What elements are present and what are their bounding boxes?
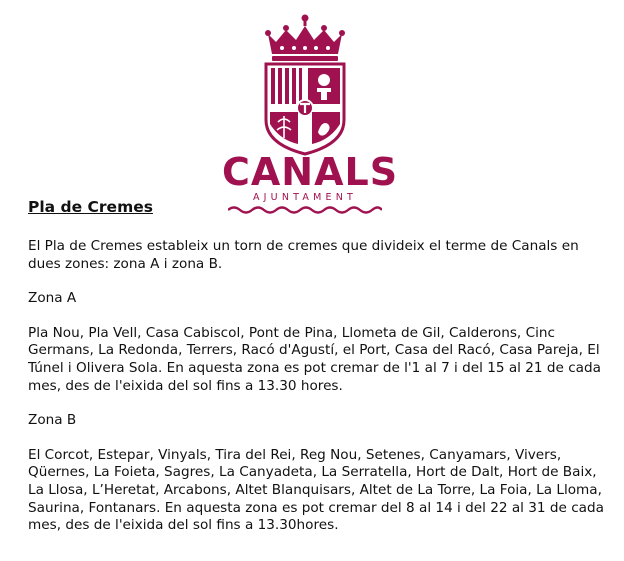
- logo-name: CANALS: [222, 150, 399, 194]
- zone-a-text: Pla Nou, Pla Vell, Casa Cabiscol, Pont de Pina, Llometa de Gil, Calderons, Cinc Germans, La Redonda, Terrers, Racó d'Agustí, el Port, Casa del Racó, Casa Pareja, El Túnel i Olivera Sola. En aquesta zona es pot cremar de l'1 al 7 i del 15 al 21 de cada mes, des de l'eixida del sol fins a 13.30 hores.: [28, 324, 601, 394]
- coat-of-arms-icon: [262, 12, 348, 160]
- zone-b-text: El Corcot, Estepar, Vinyals, Tira del Rei, Reg Nou, Setenes, Canyamars, Vivers, Qüernes, La Foieta, Sagres, La Canyadeta, La Serratella, Hort de Dalt, Hort de Baix, La Llosa, L’Heretat, Arcabons, Altet Blanquisars, Altet de La Torre, La Foia, La Lloma, Saurina, Fontanars. En aquesta zona es pot cremar del 8 al 14 i del 22 al 31 de cada mes, des de l'eixida del sol fins a 13.30hores.: [28, 446, 604, 534]
- page-title: Pla de Cremes: [28, 198, 153, 216]
- zone-b-heading: Zona B: [28, 412, 77, 429]
- intro-paragraph: El Pla de Cremes estableix un torn de cremes que divideix el terme de Canals en dues zones: zona A i zona B.: [28, 238, 579, 272]
- crown-icon: [265, 15, 345, 62]
- logo-subtitle: AJUNTAMENT: [252, 192, 358, 203]
- zone-a-heading: Zona A: [28, 290, 77, 307]
- document-body: [28, 196, 606, 552]
- municipal-logo: [222, 12, 399, 212]
